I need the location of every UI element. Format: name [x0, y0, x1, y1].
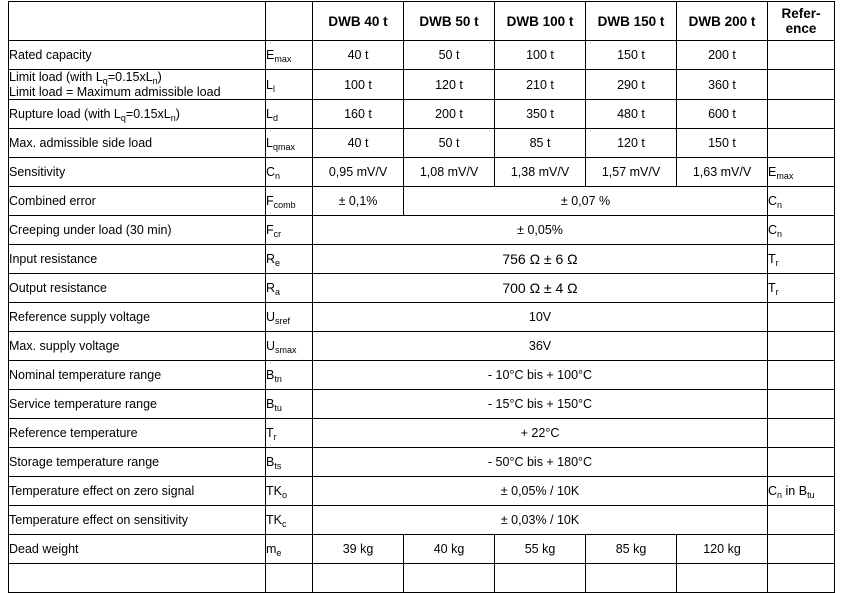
row-label: Temperature effect on sensitivity — [9, 506, 266, 535]
symbol-base: B — [266, 368, 275, 382]
datasheet-page — [0, 1, 848, 558]
row-value: 100 t — [313, 70, 404, 100]
symbol-sub: tn — [274, 374, 282, 384]
symbol-sub: smax — [275, 345, 297, 355]
row-label: Max. admissible side load — [9, 129, 266, 158]
row-value: 150 t — [586, 41, 677, 70]
row-reference: $E_{max}$ — [768, 158, 835, 187]
row-label-line2: Limit load = Maximum admissible load — [9, 85, 221, 99]
row-value-span: ± 0,05% / 10K — [313, 477, 768, 506]
header-col-dwb40: DWB 40 t — [313, 2, 404, 41]
symbol-base: R — [266, 252, 276, 266]
row-reference: $T_r$ — [768, 245, 835, 274]
row-label: Nominal temperature range — [9, 361, 266, 390]
symbol-base: B — [266, 455, 275, 469]
row-value: 50 t — [404, 129, 495, 158]
row-reference — [768, 332, 835, 361]
row-value — [313, 564, 404, 593]
table-row — [9, 535, 835, 564]
symbol-sub: qmax — [272, 142, 295, 152]
row-value: 39 kg — [313, 535, 404, 564]
row-reference — [768, 506, 835, 535]
table-row — [9, 390, 835, 419]
row-label: Temperature effect on zero signal — [9, 477, 266, 506]
row-reference — [768, 564, 835, 593]
row-label: Rated capacity — [9, 41, 266, 70]
table-row — [9, 477, 835, 506]
row-label: Dead weight — [9, 535, 266, 564]
row-label: Combined error — [9, 187, 266, 216]
row-value: 120 t — [586, 129, 677, 158]
row-value: 50 t — [404, 41, 495, 70]
symbol-base: TK — [266, 484, 282, 498]
row-label-line1: Limit load (with $L_q=0.15xL_n$) — [9, 70, 162, 86]
row-value: 55 kg — [495, 535, 586, 564]
row-symbol — [266, 303, 313, 332]
symbol-sub: tu — [274, 403, 282, 413]
row-value: 120 kg — [677, 535, 768, 564]
symbol-sub: cr — [273, 229, 282, 239]
row-value-span: ± 0,05% — [313, 216, 768, 245]
table-row — [9, 100, 835, 129]
symbol-sub: ts — [274, 461, 282, 471]
row-value-span: 36V — [313, 332, 768, 361]
row-value: 1,38 mV/V — [495, 158, 586, 187]
reference-line2: ence — [785, 21, 817, 36]
row-reference — [768, 70, 835, 100]
row-value-span: 700 Ω ± 4 Ω — [313, 274, 768, 303]
row-value: 600 t — [677, 100, 768, 129]
row-reference — [768, 129, 835, 158]
row-value: ± 0,1% — [313, 187, 404, 216]
symbol-sub: d — [272, 113, 278, 123]
header-col-dwb200: DWB 200 t — [677, 2, 768, 41]
row-label: Rupture load (with $L_q=0.15xL_n$) — [9, 100, 266, 129]
table-row — [9, 129, 835, 158]
row-value: 480 t — [586, 100, 677, 129]
row-symbol — [266, 245, 313, 274]
table-row — [9, 303, 835, 332]
row-value-span: ± 0,07 % — [404, 187, 768, 216]
specifications-table — [8, 1, 835, 593]
row-symbol — [266, 419, 313, 448]
table-row — [9, 216, 835, 245]
row-value-span: - 50°C bis + 180°C — [313, 448, 768, 477]
row-reference: $C_n$ in $B_{tu}$ — [768, 477, 835, 506]
row-value: 40 t — [313, 129, 404, 158]
row-value — [586, 564, 677, 593]
row-value: 40 t — [313, 41, 404, 70]
table-row — [9, 332, 835, 361]
row-value — [404, 564, 495, 593]
row-reference — [768, 390, 835, 419]
row-symbol — [266, 332, 313, 361]
row-label — [9, 564, 266, 593]
row-value: 200 t — [677, 41, 768, 70]
row-symbol — [266, 158, 313, 187]
row-value: 210 t — [495, 70, 586, 100]
table-row — [9, 506, 835, 535]
row-symbol — [266, 390, 313, 419]
symbol-base: U — [266, 339, 276, 353]
symbol-base: F — [266, 194, 274, 208]
table-row — [9, 419, 835, 448]
table-row — [9, 245, 835, 274]
table-row — [9, 274, 835, 303]
row-symbol — [266, 361, 313, 390]
row-label — [9, 70, 266, 100]
symbol-sub: c — [281, 519, 287, 529]
table-row — [9, 41, 835, 70]
row-reference: $C_n$ — [768, 187, 835, 216]
table-row-partial — [9, 564, 835, 593]
row-symbol — [266, 216, 313, 245]
symbol-base: U — [266, 310, 276, 324]
row-value: 40 kg — [404, 535, 495, 564]
row-symbol — [266, 564, 313, 593]
symbol-sub: r — [273, 432, 277, 442]
row-reference — [768, 303, 835, 332]
row-symbol — [266, 70, 313, 100]
row-label: Reference supply voltage — [9, 303, 266, 332]
row-value-span: - 15°C bis + 150°C — [313, 390, 768, 419]
row-value: 290 t — [586, 70, 677, 100]
row-reference — [768, 448, 835, 477]
symbol-base: E — [266, 48, 275, 62]
row-symbol — [266, 535, 313, 564]
row-value-span: 10V — [313, 303, 768, 332]
row-symbol — [266, 100, 313, 129]
header-symbol-col — [266, 2, 313, 41]
row-value: 0,95 mV/V — [313, 158, 404, 187]
symbol-base: L — [266, 77, 273, 92]
symbol-base: F — [266, 223, 274, 237]
symbol-base: L — [266, 136, 273, 150]
symbol-base: TK — [266, 513, 282, 527]
row-symbol — [266, 506, 313, 535]
row-label: Storage temperature range — [9, 448, 266, 477]
symbol-sub: n — [275, 171, 281, 181]
row-symbol — [266, 187, 313, 216]
header-col-dwb150: DWB 150 t — [586, 2, 677, 41]
table-header-row — [9, 2, 835, 41]
row-value: 1,63 mV/V — [677, 158, 768, 187]
row-reference — [768, 361, 835, 390]
header-label-col — [9, 2, 266, 41]
table-row — [9, 158, 835, 187]
row-symbol — [266, 448, 313, 477]
row-value-span: 756 Ω ± 6 Ω — [313, 245, 768, 274]
row-value: 350 t — [495, 100, 586, 129]
row-label: Sensitivity — [9, 158, 266, 187]
row-label: Reference temperature — [9, 419, 266, 448]
symbol-sub: sref — [275, 316, 291, 326]
row-label: Input resistance — [9, 245, 266, 274]
row-reference — [768, 419, 835, 448]
row-value: 1,08 mV/V — [404, 158, 495, 187]
row-label: Service temperature range — [9, 390, 266, 419]
row-label: Creeping under load (30 min) — [9, 216, 266, 245]
row-reference — [768, 100, 835, 129]
header-col-dwb50: DWB 50 t — [404, 2, 495, 41]
table-row — [9, 448, 835, 477]
table-row — [9, 361, 835, 390]
symbol-base: B — [266, 397, 275, 411]
row-value — [495, 564, 586, 593]
reference-line1: Refer- — [781, 6, 821, 21]
row-value: 100 t — [495, 41, 586, 70]
symbol-sub: comb — [273, 200, 296, 210]
symbol-base: L — [266, 107, 273, 121]
row-reference — [768, 535, 835, 564]
header-col-dwb100: DWB 100 t — [495, 2, 586, 41]
row-value-span: + 22°C — [313, 419, 768, 448]
header-col-reference — [768, 2, 835, 41]
symbol-sub: a — [275, 287, 281, 297]
row-reference — [768, 41, 835, 70]
row-symbol — [266, 477, 313, 506]
row-symbol — [266, 41, 313, 70]
row-label: Max. supply voltage — [9, 332, 266, 361]
row-value: 1,57 mV/V — [586, 158, 677, 187]
row-value: 160 t — [313, 100, 404, 129]
row-value: 360 t — [677, 70, 768, 100]
row-value: 120 t — [404, 70, 495, 100]
row-value: 85 t — [495, 129, 586, 158]
symbol-base: m — [266, 542, 277, 556]
symbol-sub: o — [281, 490, 287, 500]
symbol-base: T — [266, 426, 274, 440]
row-reference: $C_n$ — [768, 216, 835, 245]
symbol-sub: max — [274, 54, 292, 64]
symbol-sub: l — [272, 83, 275, 94]
row-reference: $T_r$ — [768, 274, 835, 303]
symbol-base: C — [266, 165, 276, 179]
row-value — [677, 564, 768, 593]
row-value: 85 kg — [586, 535, 677, 564]
row-value-span: ± 0,03% / 10K — [313, 506, 768, 535]
row-value: 150 t — [677, 129, 768, 158]
symbol-base: R — [266, 281, 276, 295]
symbol-sub: e — [275, 258, 281, 268]
row-symbol — [266, 274, 313, 303]
row-value-span: - 10°C bis + 100°C — [313, 361, 768, 390]
table-row — [9, 187, 835, 216]
table-row — [9, 70, 835, 100]
row-label: Output resistance — [9, 274, 266, 303]
symbol-sub: e — [276, 548, 282, 558]
row-symbol — [266, 129, 313, 158]
row-value: 200 t — [404, 100, 495, 129]
